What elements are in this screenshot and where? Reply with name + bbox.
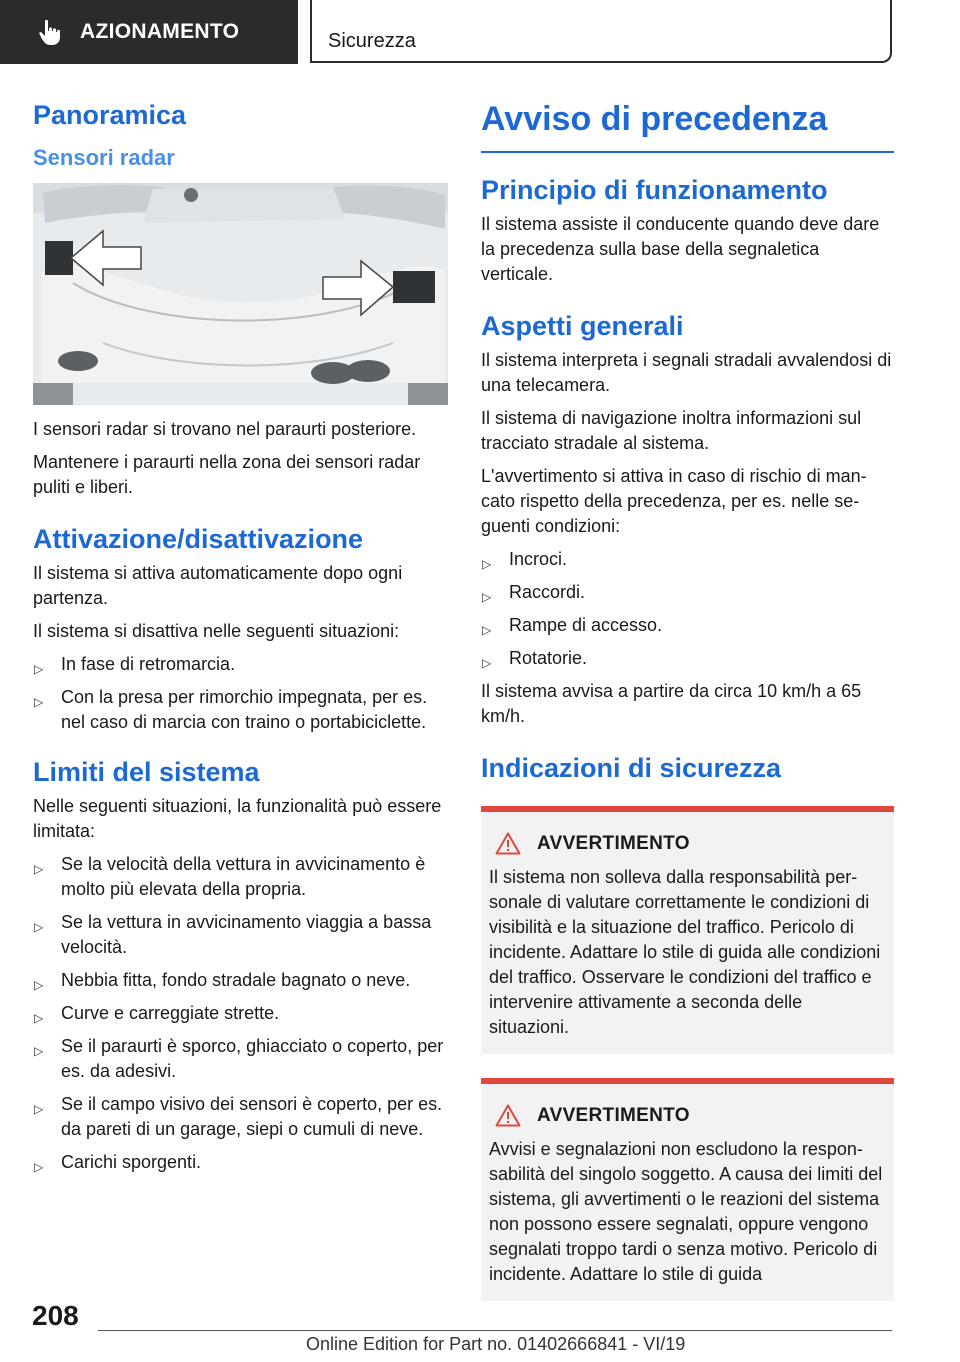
list-item: ▷ In fase di retromarcia. (33, 652, 448, 677)
warning-text: Avvisi e segnalazioni non escludono la responsabilità del singolo soggetto. A causa dei limiti del sistema, gli avvertimenti o le reazioni del sistema non possono essere segnalati, oppure vengono segnalati troppo tardi o senza motivo. Pericolo di incidente. Adattare lo stile di guida (489, 1139, 883, 1284)
triangle-bullet-icon: ▷ (34, 662, 44, 676)
paragraph: Mantenere i paraurti nella zona dei sensori radar puliti e liberi. (33, 452, 421, 497)
heading-sensori-radar: Sensori radar (33, 145, 175, 170)
paragraph: Il sistema avvisa a partire da circa 10 km/h a 65 km/h. (481, 681, 862, 726)
subsection-title: Sicurezza (328, 30, 416, 52)
triangle-bullet-icon: ▷ (34, 1102, 44, 1116)
list-item: ▷ Se la velocità della vettura in avvicinamento è molto più elevata della propria. (34, 854, 426, 899)
warning-title: AVVERTIMENTO (537, 1104, 690, 1126)
paragraph: L'avvertimento si attiva in caso di rischio di mancato rispetto della precedenza, per es. nelle seguenti condizioni: (481, 466, 867, 536)
warning-box (481, 806, 894, 1054)
heading-limiti: Limiti del sistema (33, 757, 260, 787)
paragraph: I sensori radar si trovano nel paraurti posteriore. (33, 419, 417, 439)
right-column (481, 100, 894, 1315)
list-item: ▷ Se il paraurti è sporco, ghiacciato o coperto, per es. da adesivi. (34, 1036, 444, 1081)
footer-divider (98, 1330, 892, 1331)
heading-aspetti: Aspetti generali (481, 311, 684, 341)
warning-header (495, 1104, 886, 1127)
left-column (33, 100, 448, 1183)
warning-triangle-icon (495, 1104, 521, 1127)
list-item: ▷ Nebbia fitta, fondo stradale bagnato o neve. (33, 968, 448, 993)
section-title: AZIONAMENTO (80, 20, 240, 43)
list-item: ▷ Carichi sporgenti. (33, 1150, 448, 1175)
heading-avviso-precedenza: Avviso di precedenza (481, 100, 894, 153)
section-tab (0, 0, 298, 64)
triangle-bullet-icon: ▷ (482, 656, 492, 670)
list-item: ▷ Incroci. (481, 547, 894, 572)
heading-panoramica: Panoramica (33, 100, 187, 130)
triangle-bullet-icon: ▷ (34, 1160, 44, 1174)
triangle-bullet-icon: ▷ (34, 920, 44, 934)
hand-pointer-icon (36, 17, 66, 47)
list-item: ▷ Rampe di accesso. (481, 613, 894, 638)
list-item: ▷ Con la presa per rimorchio impegnata, per es. nel caso di marcia con traino o portabiciclette. (34, 687, 428, 732)
warning-title: AVVERTIMENTO (537, 832, 690, 854)
triangle-bullet-icon: ▷ (482, 557, 492, 571)
bullet-list (481, 547, 894, 671)
paragraph: Il sistema si disattiva nelle seguenti situazioni: (33, 621, 400, 641)
heading-principio: Principio di funzionamento (481, 175, 828, 205)
list-item: ▷ Raccordi. (481, 580, 894, 605)
paragraph: Il sistema assiste il conducente quando deve dare la precedenza sulla base della segnaletica verticale. (481, 214, 880, 284)
footer-edition: Online Edition for Part no. 01402666841 - VI/19 (306, 1334, 686, 1354)
list-item: ▷ Se la vettura in avvicinamento viaggia a bassa velocità. (34, 912, 432, 957)
list-item: ▷ Curve e carreggiate strette. (33, 1001, 448, 1026)
triangle-bullet-icon: ▷ (34, 1011, 44, 1025)
bullet-list (33, 852, 448, 1175)
triangle-bullet-icon: ▷ (34, 862, 44, 876)
paragraph: Il sistema interpreta i segnali stradali avvalendosi di una telecamera. (481, 350, 892, 395)
paragraph: Il sistema di navigazione inoltra informazioni sul tracciato stradale al sistema. (481, 408, 862, 453)
triangle-bullet-icon: ▷ (482, 623, 492, 637)
car-rear-radar-image (33, 183, 448, 405)
paragraph: Nelle seguenti situazioni, la funzionalità può essere limitata: (33, 796, 442, 841)
triangle-bullet-icon: ▷ (34, 695, 44, 709)
heading-sicurezza: Indicazioni di sicurezza (481, 753, 782, 783)
list-item: ▷ Se il campo visivo dei sensori è coperto, per es. da pareti di un garage, siepi o cumuli di neve. (34, 1094, 443, 1139)
page-number: 208 (32, 1300, 79, 1331)
warning-header (495, 832, 886, 855)
triangle-bullet-icon: ▷ (34, 1044, 44, 1058)
list-item: ▷ Rotatorie. (481, 646, 894, 671)
subsection-box (310, 0, 892, 63)
warning-triangle-icon (495, 832, 521, 855)
paragraph: Il sistema si attiva automaticamente dopo ogni partenza. (33, 563, 403, 608)
warning-text: Il sistema non solleva dalla responsabilità personale di valutare correttamente le condizioni di visibilità e la situazione del traffico. Pericolo di incidente. Adattare lo stile di guida alle condizioni del traffico. Osservare le condizioni del traffico e intervenire attivamente a seconda delle situazioni. (489, 867, 881, 1037)
warning-box (481, 1078, 894, 1301)
triangle-bullet-icon: ▷ (34, 978, 44, 992)
heading-attivazione: Attivazione/disattivazione (33, 524, 364, 554)
triangle-bullet-icon: ▷ (482, 590, 492, 604)
bullet-list (33, 652, 448, 735)
